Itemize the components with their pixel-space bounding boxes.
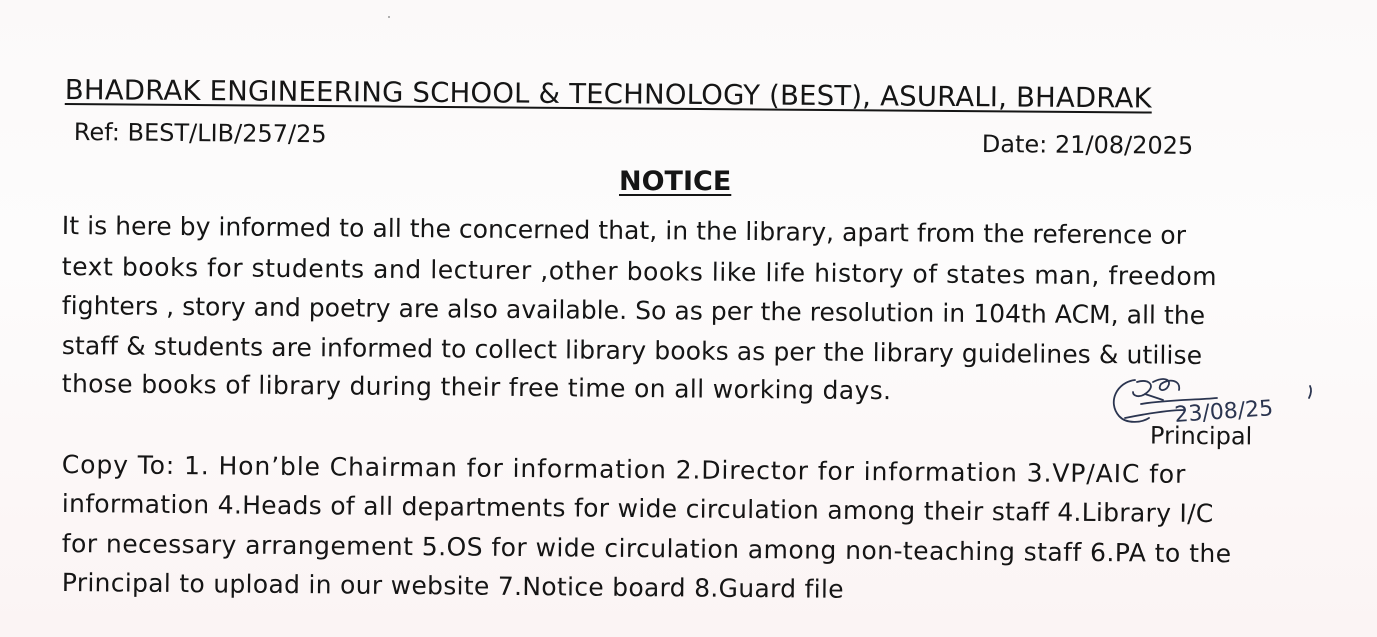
copy-to-line-1: Copy To: 1. Hon’ble Chairman for information 2.Director for information 3.VP/AIC for <box>61 450 1187 489</box>
body-line-1: It is here by informed to all the concerned that, in the library, apart from the reference or <box>61 211 1187 250</box>
notice-title: NOTICE <box>619 166 732 197</box>
reference-number: Ref: BEST/LIB/257/25 <box>73 118 327 149</box>
paper-speck <box>388 16 390 18</box>
institution-name: BHADRAK ENGINEERING SCHOOL & TECHNOLOGY (BEST), ASURALI, BHADRAK <box>64 74 1152 115</box>
principal-designation: Principal <box>1149 421 1253 451</box>
institution-heading <box>65 74 1267 115</box>
notice-date: Date: 21/08/2025 <box>981 130 1194 160</box>
copy-to-line-2: information 4.Heads of all departments for wide circulation among their staff 4.Library I/C <box>61 489 1214 529</box>
body-line-5: those books of library during their free time on all working days. <box>61 369 892 406</box>
body-line-4: staff & students are informed to collect library books as per the library guidelines & utilise <box>61 331 1203 370</box>
copy-to-line-3: for necessary arrangement 5.OS for wide circulation among non-teaching staff 6.PA to the <box>61 529 1232 569</box>
body-line-3: fighters , story and poetry are also available. So as per the resolution in 104th ACM, all the <box>61 291 1206 330</box>
copy-to-line-4: Principal to upload in our website 7.Notice board 8.Guard file <box>61 568 845 604</box>
body-line-2: text books for students and lecturer ,other books like life history of states man, freedom <box>61 252 1218 292</box>
handwritten-date: 23/08/25 <box>1173 396 1274 428</box>
